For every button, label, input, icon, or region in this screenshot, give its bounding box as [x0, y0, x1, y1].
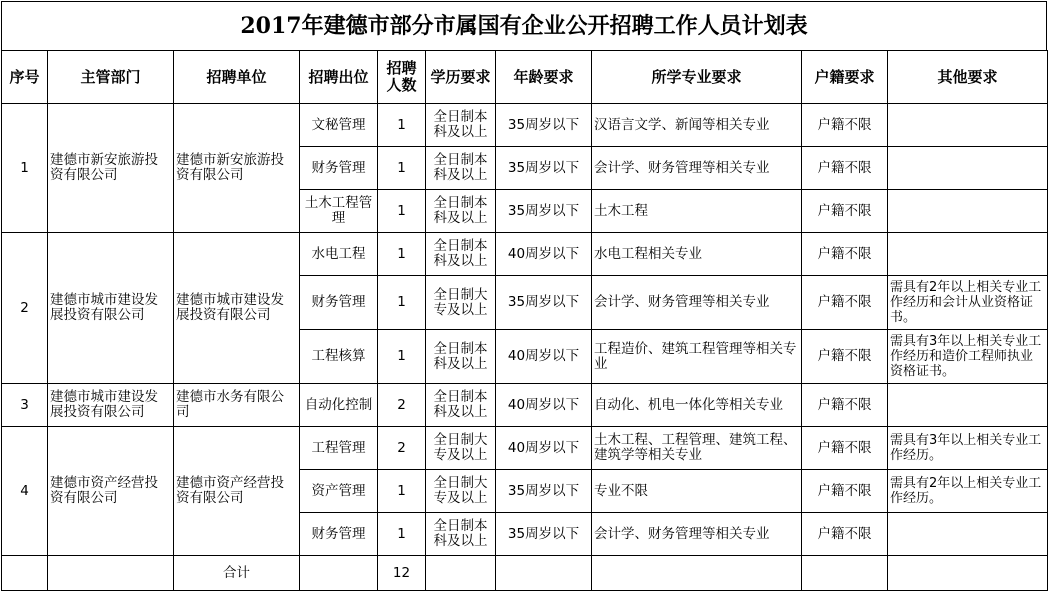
age-cell: 35周岁以下 — [496, 147, 592, 190]
edu-cell: 全日制本科及以上 — [426, 384, 496, 427]
seq-cell: 2 — [2, 233, 48, 384]
hukou-cell: 户籍不限 — [802, 190, 888, 233]
major-cell: 工程造价、建筑工程管理等相关专业 — [592, 330, 802, 384]
major-cell: 自动化、机电一体化等相关专业 — [592, 384, 802, 427]
total-empty-cell — [496, 556, 592, 591]
unit-cell: 建德市资产经营投资有限公司 — [174, 427, 300, 556]
table-row — [2, 384, 1048, 427]
header-row — [2, 51, 1048, 104]
unit-cell: 建德市城市建设发展投资有限公司 — [174, 233, 300, 384]
header-major: 所学专业要求 — [592, 51, 802, 104]
table-row — [2, 427, 1048, 470]
dept-cell: 建德市新安旅游投资有限公司 — [48, 104, 174, 233]
header-seq: 序号 — [2, 51, 48, 104]
other-cell — [888, 384, 1048, 427]
other-cell — [888, 190, 1048, 233]
count-cell: 1 — [378, 104, 426, 147]
header-dept: 主管部门 — [48, 51, 174, 104]
position-cell: 财务管理 — [300, 513, 378, 556]
position-cell: 财务管理 — [300, 276, 378, 330]
total-empty-cell — [426, 556, 496, 591]
seq-cell: 3 — [2, 384, 48, 427]
edu-cell: 全日制本科及以上 — [426, 190, 496, 233]
table-row — [2, 233, 1048, 276]
header-unit: 招聘单位 — [174, 51, 300, 104]
age-cell: 35周岁以下 — [496, 470, 592, 513]
other-cell — [888, 513, 1048, 556]
header-position: 招聘出位 — [300, 51, 378, 104]
major-cell: 汉语言文学、新闻等相关专业 — [592, 104, 802, 147]
edu-cell: 全日制本科及以上 — [426, 104, 496, 147]
total-empty-cell — [2, 556, 48, 591]
count-cell: 1 — [378, 513, 426, 556]
position-cell: 工程核算 — [300, 330, 378, 384]
age-cell: 40周岁以下 — [496, 427, 592, 470]
count-cell: 1 — [378, 276, 426, 330]
other-cell — [888, 233, 1048, 276]
hukou-cell: 户籍不限 — [802, 147, 888, 190]
edu-cell: 全日制本科及以上 — [426, 233, 496, 276]
unit-cell: 建德市水务有限公司 — [174, 384, 300, 427]
age-cell: 35周岁以下 — [496, 276, 592, 330]
table-row — [2, 104, 1048, 147]
position-cell: 水电工程 — [300, 233, 378, 276]
major-cell: 土木工程 — [592, 190, 802, 233]
position-cell: 自动化控制 — [300, 384, 378, 427]
count-cell: 1 — [378, 470, 426, 513]
position-cell: 文秘管理 — [300, 104, 378, 147]
header-other: 其他要求 — [888, 51, 1048, 104]
edu-cell: 全日制本科及以上 — [426, 513, 496, 556]
total-empty-cell — [888, 556, 1048, 591]
other-cell: 需具有2年以上相关专业工作经历和会计从业资格证书。 — [888, 276, 1048, 330]
position-cell: 工程管理 — [300, 427, 378, 470]
unit-cell: 建德市新安旅游投资有限公司 — [174, 104, 300, 233]
hukou-cell: 户籍不限 — [802, 427, 888, 470]
hukou-cell: 户籍不限 — [802, 384, 888, 427]
seq-cell: 1 — [2, 104, 48, 233]
age-cell: 40周岁以下 — [496, 330, 592, 384]
count-cell: 1 — [378, 190, 426, 233]
count-cell: 2 — [378, 427, 426, 470]
total-empty-cell — [48, 556, 174, 591]
edu-cell: 全日制本科及以上 — [426, 147, 496, 190]
edu-cell: 全日制大专及以上 — [426, 276, 496, 330]
hukou-cell: 户籍不限 — [802, 233, 888, 276]
count-cell: 1 — [378, 330, 426, 384]
hukou-cell: 户籍不限 — [802, 276, 888, 330]
header-count: 招聘人数 — [378, 51, 426, 104]
dept-cell: 建德市城市建设发展投资有限公司 — [48, 233, 174, 384]
header-age: 年龄要求 — [496, 51, 592, 104]
total-count: 12 — [378, 556, 426, 591]
dept-cell: 建德市城市建设发展投资有限公司 — [48, 384, 174, 427]
position-cell: 资产管理 — [300, 470, 378, 513]
age-cell: 35周岁以下 — [496, 513, 592, 556]
edu-cell: 全日制大专及以上 — [426, 470, 496, 513]
age-cell: 35周岁以下 — [496, 190, 592, 233]
total-empty-cell — [802, 556, 888, 591]
other-cell: 需具有3年以上相关专业工作经历和造价工程师执业资格证书。 — [888, 330, 1048, 384]
major-cell: 会计学、财务管理等相关专业 — [592, 513, 802, 556]
other-cell — [888, 104, 1048, 147]
count-cell: 1 — [378, 147, 426, 190]
total-row — [2, 556, 1048, 591]
total-empty-cell — [592, 556, 802, 591]
major-cell: 会计学、财务管理等相关专业 — [592, 147, 802, 190]
edu-cell: 全日制本科及以上 — [426, 330, 496, 384]
recruitment-table — [1, 50, 1048, 591]
position-cell: 土木工程管理 — [300, 190, 378, 233]
header-edu: 学历要求 — [426, 51, 496, 104]
header-hukou: 户籍要求 — [802, 51, 888, 104]
age-cell: 40周岁以下 — [496, 384, 592, 427]
hukou-cell: 户籍不限 — [802, 470, 888, 513]
major-cell: 水电工程相关专业 — [592, 233, 802, 276]
hukou-cell: 户籍不限 — [802, 104, 888, 147]
hukou-cell: 户籍不限 — [802, 513, 888, 556]
age-cell: 35周岁以下 — [496, 104, 592, 147]
major-cell: 土木工程、工程管理、建筑工程、建筑学等相关专业 — [592, 427, 802, 470]
major-cell: 会计学、财务管理等相关专业 — [592, 276, 802, 330]
other-cell: 需具有3年以上相关专业工作经历。 — [888, 427, 1048, 470]
sheet-title: 2017年建德市部分市属国有企业公开招聘工作人员计划表 — [1, 1, 1047, 50]
hukou-cell: 户籍不限 — [802, 330, 888, 384]
edu-cell: 全日制大专及以上 — [426, 427, 496, 470]
position-cell: 财务管理 — [300, 147, 378, 190]
major-cell: 专业不限 — [592, 470, 802, 513]
count-cell: 1 — [378, 233, 426, 276]
dept-cell: 建德市资产经营投资有限公司 — [48, 427, 174, 556]
other-cell: 需具有2年以上相关专业工作经历。 — [888, 470, 1048, 513]
age-cell: 40周岁以下 — [496, 233, 592, 276]
total-empty-cell — [300, 556, 378, 591]
count-cell: 2 — [378, 384, 426, 427]
recruitment-plan-sheet — [1, 1, 1047, 587]
total-label: 合计 — [174, 556, 300, 591]
seq-cell: 4 — [2, 427, 48, 556]
other-cell — [888, 147, 1048, 190]
